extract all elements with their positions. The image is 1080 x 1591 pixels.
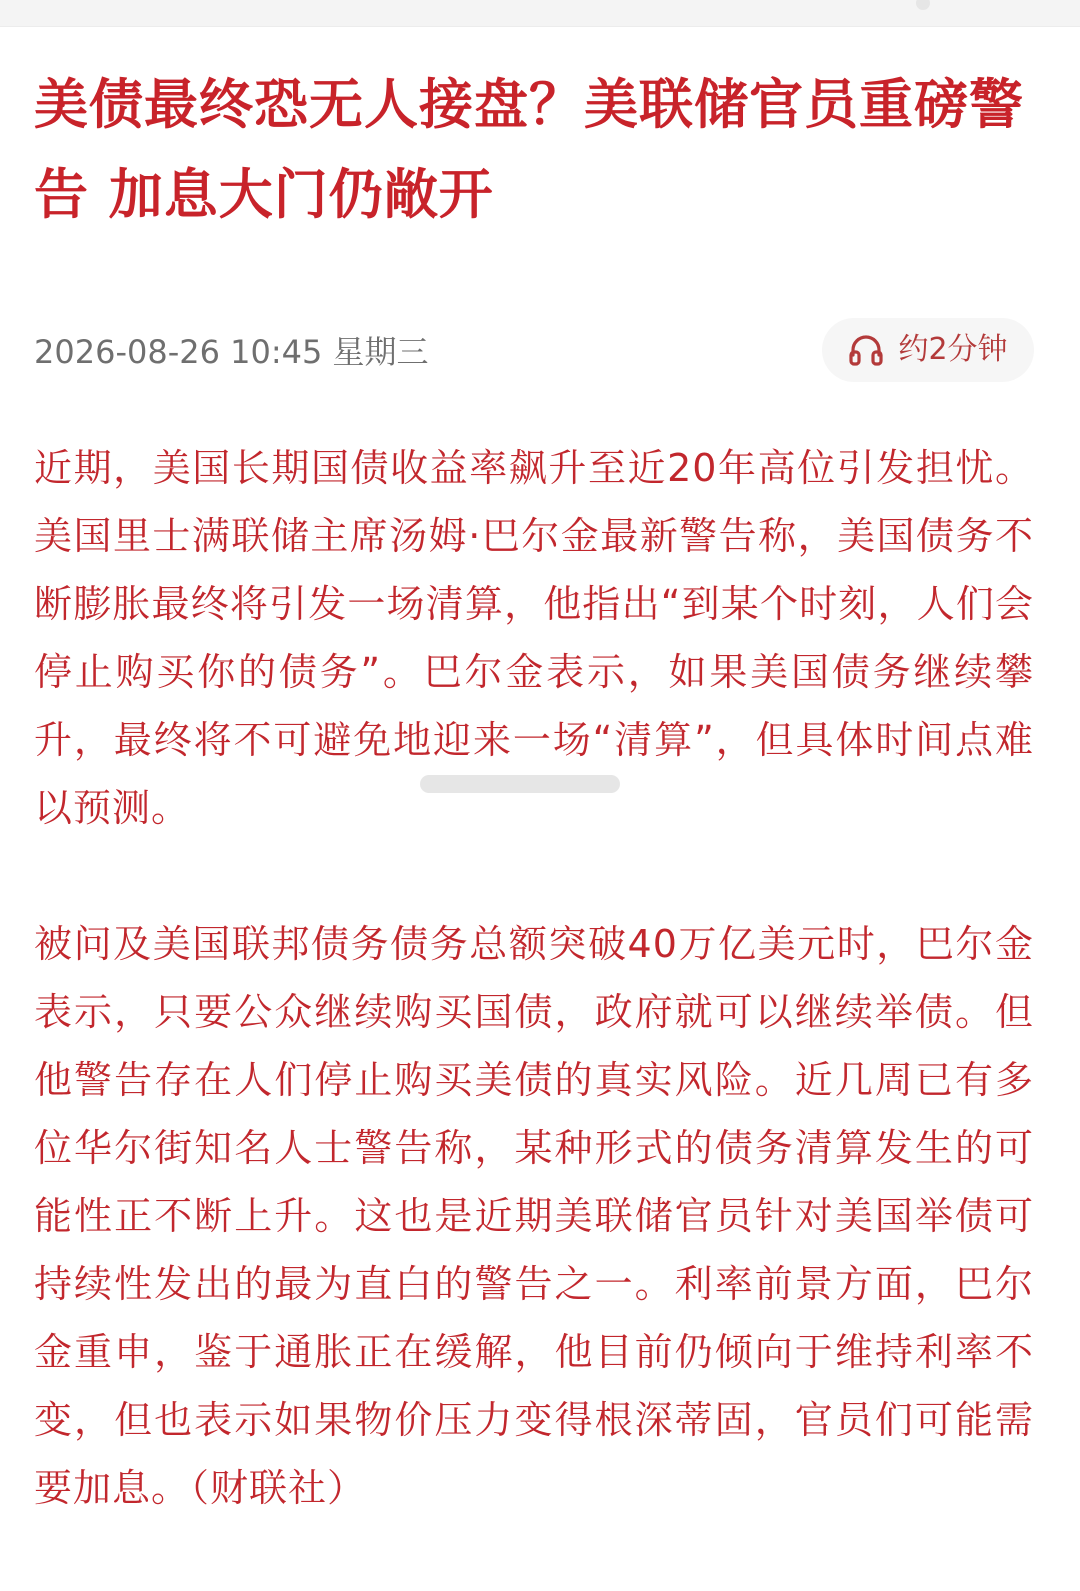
listen-duration-label: 约2分钟 bbox=[898, 332, 1008, 367]
watermark-overlay bbox=[420, 775, 620, 793]
publish-time: 2026-08-26 10:45 星期三 bbox=[34, 333, 429, 371]
article-body bbox=[34, 434, 1034, 1522]
article-headline: 美债最终恐无人接盘？美联储官员重磅警告 加息大门仍敞开 bbox=[34, 73, 1024, 226]
article-paragraph-1: 近期，美国长期国债收益率飙升至近20年高位引发担忧。美国里士满联储主席汤姆·巴尔金最新警告称，美国债务不断膨胀最终将引发一场清算，他指出“到某个时刻，人们会停止购买你的债务”。巴尔金表示，如果美国债务继续攀升，最终将不可避免地迎来一场“清算”，但具体时间点难以预测。 bbox=[34, 446, 1034, 830]
top-bar-dot bbox=[916, 0, 930, 10]
top-bar-strip bbox=[0, 0, 1080, 27]
listen-button[interactable] bbox=[822, 318, 1034, 382]
headphones-icon bbox=[848, 333, 884, 367]
article-meta bbox=[34, 318, 1034, 384]
article-paragraph-2: 被问及美国联邦债务债务总额突破40万亿美元时，巴尔金表示，只要公众继续购买国债，政府就可以继续举债。但他警告存在人们停止购买美债的真实风险。近几周已有多位华尔街知名人士警告称，某种形式的债务清算发生的可能性正不断上升。这也是近期美联储官员针对美国举债可持续性发出的最为直白的警告之一。利率前景方面，巴尔金重申，鉴于通胀正在缓解，他目前仍倾向于维持利率不变，但也表示如果物价压力变得根深蒂固，官员们可能需要加息。（财联社） bbox=[34, 922, 1034, 1510]
